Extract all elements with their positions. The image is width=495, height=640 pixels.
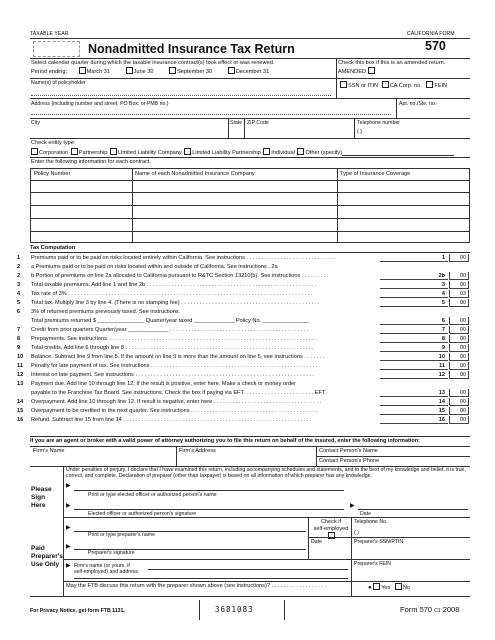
zip-label: ZIP Code: [247, 120, 269, 126]
line-reference: 5: [441, 300, 445, 306]
amount-field[interactable]: 00: [449, 254, 469, 262]
please-sign-here: Please Sign Here: [31, 486, 52, 509]
policyholder-name-label: Name(s) of policyholder: [31, 80, 86, 86]
tax-heading: Tax Computation: [30, 245, 76, 251]
tax-line-text: Total tax. Multiply line 3 by line 4. (There is no stamping fee) . . . . . . . . . . . . . . . . . . . . . . . . . . . . . . . . . . . . . . . . . . . . .: [31, 300, 320, 306]
line-reference: 16: [438, 417, 445, 423]
line-number: 15: [17, 408, 24, 414]
amount-underline: [380, 324, 448, 325]
ssn-label: SSN or ITIN: [348, 83, 379, 89]
col-policy-number: Policy Number: [34, 171, 71, 177]
arrow-icon: ▶: [66, 503, 71, 509]
amount-underline: [380, 396, 448, 397]
phone-format: ( ): [357, 129, 362, 135]
entity-label: Check entity type:: [31, 140, 76, 146]
amount-underline: [380, 360, 448, 361]
tax-line-text: b Portion of premiums on line 2a allocated to California pursuant to R&TC Section 13210(b). See instructions . . . . . . . . .: [31, 273, 329, 279]
tax-line-text: Balance. Subtract line 9 from line 5. If the amount on line 9 is more than the amount on line 5, see instructions . . . . . . .: [31, 354, 325, 360]
ca-corp-label: CA Corp. no.: [389, 83, 422, 89]
amount-field[interactable]: 00: [449, 317, 469, 325]
line-number: 11: [17, 363, 23, 369]
amount-field[interactable]: 00: [449, 281, 469, 289]
print-officer-label: Print or type elected officer or authorized person's name: [88, 492, 217, 498]
checkbox-corporation[interactable]: [31, 148, 38, 155]
checkbox-fein[interactable]: [426, 81, 433, 88]
tax-line-text: Total credits. Add line 6 through line 8 . . . . . . . . . . . . . . . . . . . . . . . . . . . . . . . . . . . . . . . . . . . . . . . . . . . . . . . . . . . . .: [31, 345, 314, 351]
line-reference: 13: [438, 390, 445, 396]
line-number: 5: [17, 300, 21, 306]
amount-underline: [380, 405, 448, 406]
taxable-year-field[interactable]: [33, 41, 80, 57]
contact-name-label: Contact Person's Name: [319, 448, 378, 454]
amended-instruction: Check this box if this is an amended return.: [338, 60, 446, 66]
option-march: March 31: [86, 69, 110, 75]
amount-underline: [380, 423, 448, 424]
tax-line-text: Overpayment to be credited to the next quarter. See instructions . . . . . . . . . . . . . . . . . . . . . . . . . . . . . . . . . . . . . . . . .: [31, 408, 318, 414]
amount-field[interactable]: 00: [449, 362, 469, 370]
amount-underline: [380, 279, 448, 280]
checkbox-yes[interactable]: [373, 583, 380, 590]
amended-option: [338, 67, 376, 76]
amount-underline: [380, 297, 448, 298]
line-reference: 12: [438, 372, 445, 378]
line-reference: 3: [441, 282, 445, 288]
line-number: 1: [17, 255, 21, 261]
firm-name-label: Firm's Name: [33, 448, 65, 454]
line-number: 12: [17, 372, 24, 378]
tax-line-text: Prepayments. See instructions. . . . . . . . . . . . . . . . . . . . . . . . . . . . . . . . . . . . . . . . . . . . . . . . . . . . . . . . . . . . . . . . . . . .: [31, 336, 317, 342]
entity-other: Other (specify): [305, 150, 343, 156]
line-reference: 9: [441, 345, 445, 351]
arrow-icon: ▶: [350, 503, 355, 509]
amount-field[interactable]: 00: [449, 326, 469, 334]
id-type-options: [340, 81, 447, 90]
amount-field[interactable]: 00: [449, 398, 469, 406]
amount-underline: [380, 414, 448, 415]
option-september: September 30: [177, 69, 213, 75]
period-instruction: Select calendar quarter during which the taxable insurance contract(s) took effect or was renewed.: [31, 60, 275, 66]
privacy-notice: For Privacy Notice, get form FTB 1131.: [30, 608, 125, 614]
tax-line-text: Tax rate of 3% . . . . . . . . . . . . . . . . . . . . . . . . . . . . . . . . . . . . . . . . . . . . . . . . . . . . . . . . . . . . . . . . . . . . . . . . . . . . . . .: [31, 291, 313, 297]
entity-llc: Limited Liability Company: [117, 150, 182, 156]
form-number: 570: [425, 39, 446, 53]
line-reference: 2b: [438, 273, 445, 279]
entity-individual: Individual: [271, 150, 295, 156]
discuss-options: [368, 583, 410, 592]
checkbox-llc[interactable]: [110, 148, 117, 155]
address-label: Address (including number and street, PO Box, or PMB no.): [31, 101, 169, 107]
amount-underline: [380, 333, 448, 334]
preparer-signature-label: Preparer's signature: [88, 550, 135, 556]
line-number: 14: [17, 399, 24, 405]
page-title: Nonadmitted Insurance Tax Return: [88, 42, 295, 56]
col-company-name: Name of each Nonadmitted Insurance Company: [135, 171, 255, 177]
print-preparer-label: Print or type preparer's name: [88, 532, 156, 538]
amount-underline: [380, 369, 448, 370]
fein-label: FEIN: [434, 83, 448, 89]
phone-label: Telephone number: [357, 120, 400, 126]
option-december: December 31: [235, 69, 270, 75]
amount-field[interactable]: 00: [449, 407, 469, 415]
line-number: 9: [17, 345, 21, 351]
perjury-statement: Under penalties of perjury, I declare that I have examined this return, including accompanying schedules and statements, and to the best of my knowledge and belief, it is true, correct, and complete. Declaration of preparer (other than taxpayer) is based on all information of which preparer has any knowledge.: [66, 467, 466, 479]
tax-line-text: 3% of returned premiums previously taxed. See instructions.: [31, 309, 181, 315]
checkbox-june[interactable]: [126, 67, 133, 74]
agent-instruction: If you are an agent or broker with a valid power of attorney authorizing you to file this return on behalf of the insured, enter the following information:: [30, 438, 420, 444]
taxable-year-label: TAXABLE YEAR: [30, 31, 69, 37]
entity-options: [31, 148, 342, 157]
amount-underline: [380, 351, 448, 352]
amount-field[interactable]: 00: [449, 389, 469, 397]
entity-corporation: Corporation: [39, 150, 69, 156]
line-reference: 15: [438, 408, 445, 414]
yes-label: Yes: [381, 585, 391, 591]
tax-line-text: payable to the Franchise Tax Board. See instructions. Check the box if paying via EFT. . . . . . . . . . . . . . . . . . . . . . . EFT: [31, 390, 326, 396]
apt-label: Apt. no./Ste. no.: [399, 101, 437, 107]
amount-field[interactable]: 00: [449, 371, 469, 379]
amount-field[interactable]: 03: [449, 290, 469, 298]
option-june: June 30: [133, 69, 154, 75]
self-employed-check: Check if self-employed: [311, 519, 351, 541]
line-number: 6: [17, 309, 21, 315]
tax-line-text: a Premiums paid or to be paid on risks located within and outside of California. See instructions . 2a: [31, 264, 278, 270]
amount-underline: [380, 288, 448, 289]
checkbox-december[interactable]: [228, 67, 235, 74]
contract-instruction: Enter the following information for each contract.: [31, 159, 152, 165]
tax-line-text: Credit from prior quarters Quarter/year _____________ . . . . . . . . . . . . . . . . . . . . . . . . . . . . . . . . . . . . . . . . . . . . .: [31, 327, 309, 333]
line-reference: 10: [438, 354, 445, 360]
officer-signature-label: Elected officer or authorized person's signature: [88, 511, 197, 517]
checkbox-september[interactable]: [169, 67, 176, 74]
amount-field[interactable]: 00: [449, 344, 469, 352]
tax-line-text: Total premiums returned $ _______________ Quarter/year taxed _____________ Policy No. _______________: [31, 318, 310, 324]
paid-preparer-label: Paid Preparer's Use Only: [31, 545, 63, 568]
col-coverage-type: Type of Insurance Coverage: [340, 171, 411, 177]
checkbox-ca-corp[interactable]: [382, 81, 389, 88]
form-label: CALIFORNIA FORM: [407, 31, 455, 37]
arrow-icon: ●: [368, 585, 372, 591]
checkbox-ssn[interactable]: [340, 81, 347, 88]
no-label: No: [402, 585, 411, 591]
line-reference: 1: [441, 255, 445, 261]
firm-address-label: Firm's Address: [179, 448, 216, 454]
amount-underline: [380, 378, 448, 379]
preparer-date-label: Date: [311, 539, 322, 545]
entity-partnership: Partnership: [78, 150, 108, 156]
arrow-icon: ▶: [66, 483, 71, 489]
line-reference: 4: [441, 291, 445, 297]
arrow-icon: ▶: [66, 525, 71, 531]
amount-underline: [380, 261, 448, 262]
line-number: 7: [17, 327, 21, 333]
arrow-icon: ▶: [66, 563, 71, 569]
amount-field[interactable]: 00: [449, 299, 469, 307]
line-number: 2: [17, 264, 21, 270]
amount-underline: [380, 342, 448, 343]
line-number: 16: [17, 417, 24, 423]
line-number: 3: [17, 282, 21, 288]
ftb-discuss-question: May the FTB discuss this return with the preparer shown above (see instructions)? . . . . . . . . . . . . . . . . . .: [66, 583, 326, 589]
checkbox-self-employed[interactable]: [328, 532, 335, 539]
preparer-fein-label: Preparer's FEIN: [354, 561, 392, 567]
tax-line-text: Payment due. Add line 10 through line 12. If the result is positive, enter here. Make a check or money order: [31, 381, 296, 387]
entity-llp: Limited Liability Partnership: [192, 150, 261, 156]
period-options: [31, 67, 269, 76]
amount-field[interactable]: 00: [449, 335, 469, 343]
firm-name-yours-label: Firm's name (or yours, if self-employed) and address: [74, 563, 139, 575]
line-number: 2: [17, 273, 21, 279]
line-reference: 6: [441, 318, 445, 324]
checkbox-other[interactable]: [297, 148, 304, 155]
amended-checkbox[interactable]: [368, 67, 375, 74]
contact-phone-label: Contact Person's Phone: [319, 458, 380, 464]
period-ending-label: Period ending:: [31, 69, 68, 75]
tax-line-text: Refund. Subtract line 15 from line 14 . . . . . . . . . . . . . . . . . . . . . . . . . . . . . . . . . . . . . . . . . . . . . . . . . . . . . . . . . . . . .: [31, 417, 312, 423]
tax-line-text: Total taxable premiums. Add line 1 and line 2b . . . . . . . . . . . . . . . . . . . . . . . . . . . . . . . . . . . . . . . . . . . . . . . . . . . . . . .: [31, 282, 317, 288]
tax-line-text: Overpayment. Add line 10 through line 12. If result is negative, enter here . . . . . . . . . . . . . . . . . . . . . . . . . . . . . . . . . . .: [31, 399, 322, 405]
amended-label: AMENDED: [338, 69, 366, 75]
arrow-icon: ▶: [66, 544, 71, 550]
line-number: 8: [17, 336, 21, 342]
line-number: 4: [17, 291, 21, 297]
telephone-format: ( ): [354, 530, 359, 536]
barcode-number: 3681083: [215, 605, 254, 614]
checkbox-llp[interactable]: [184, 148, 191, 155]
line-reference: 8: [441, 336, 445, 342]
checkbox-march[interactable]: [79, 67, 86, 74]
tax-line-text: Interest on late payment. See instructions . . . . . . . . . . . . . . . . . . . . . . . . . . . . . . . . . . . . . . . . . . . . . . . . . . . . . . . . . .: [31, 372, 315, 378]
line-number: 10: [17, 354, 24, 360]
tax-line-text: Penalty for late payment of tax. See instructions . . . . . . . . . . . . . . . . . . . . . . . . . . . . . . . . . . . . . . . . . . . . . . . . . . . . . .: [31, 363, 318, 369]
telephone-label: Telephone No.: [354, 519, 388, 525]
checkbox-individual[interactable]: [263, 148, 270, 155]
checkbox-no[interactable]: [395, 583, 402, 590]
city-label: City: [31, 120, 40, 126]
sign-date-label: Date: [360, 511, 371, 517]
form-id: Form 570 C1 2008: [400, 605, 460, 614]
amount-field[interactable]: 00: [449, 353, 469, 361]
amount-field[interactable]: 00: [449, 416, 469, 424]
preparer-ssn-label: Preparer's SSN/PTIN: [354, 539, 404, 545]
amount-field[interactable]: 00: [449, 272, 469, 280]
tax-line-text: Premiums paid or to be paid on risks located entirely within California. See instructions . . . . . . . . . . . . . . . . . . . . . . . . . . . . .: [31, 255, 336, 261]
line-number: 13: [17, 381, 24, 387]
amount-underline: [380, 306, 448, 307]
line-reference: 14: [438, 399, 445, 405]
line-reference: 11: [439, 363, 445, 369]
line-reference: 7: [441, 327, 445, 333]
checkbox-partnership[interactable]: [71, 148, 78, 155]
state-label: State: [230, 120, 243, 126]
